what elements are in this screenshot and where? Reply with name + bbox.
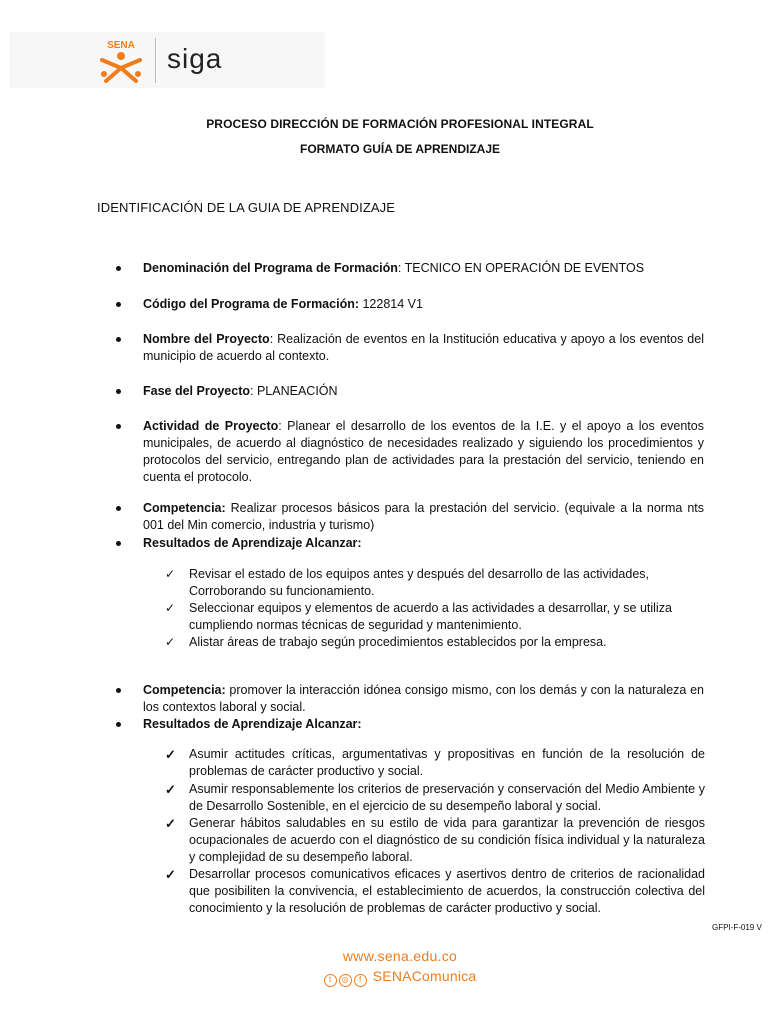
field-separator: : — [397, 261, 402, 275]
field-value: Planear el desarrollo de los eventos de la I.E. y el apoyo a los eventos municipales, de acuerdo al diagnóstico de necesidades realizado y siguiendo los procedimientos y protocolos del servicio, entregando plan de actividades para la prestación del servicio, teniendo en cuenta el protocolo. — [143, 419, 704, 484]
bullet-icon — [116, 389, 121, 394]
logo-divider — [155, 38, 156, 83]
siga-logo — [165, 44, 243, 78]
field-project-name — [116, 331, 704, 365]
field-competency-2 — [116, 682, 704, 716]
bullet-icon — [116, 337, 121, 342]
result-text: Asumir responsablemente los criterios de preservación y conservación del Medio Ambiente y de Desarrollo Sostenible, en el ejercicio de su desempeño laboral y social. — [189, 782, 705, 813]
result-item — [165, 566, 705, 600]
result-text: Alistar áreas de trabajo según procedimientos establecidos por la empresa. — [189, 635, 607, 649]
field-label: Competencia: — [143, 683, 226, 697]
check-icon: ✓ — [165, 782, 176, 797]
field-results-heading-1 — [116, 535, 704, 552]
field-label: Actividad de Proyecto — [143, 419, 279, 433]
instagram-icon: ◎ — [339, 974, 352, 987]
field-separator: : — [269, 332, 274, 346]
check-icon: ✓ — [165, 867, 176, 882]
result-item — [165, 781, 705, 815]
result-text: Seleccionar equipos y elementos de acuerdo a las actividades a desarrollar, y se utiliza cumpliendo normas técnicas de seguridad y mantenimiento. — [189, 601, 672, 632]
footer-social — [0, 968, 768, 987]
social-handle[interactable]: SENAComunica — [372, 968, 477, 984]
result-text: Asumir actitudes críticas, argumentativas y propositivas en función de la resolución de problemas de carácter productivo y social. — [189, 747, 705, 778]
twitter-icon: t — [324, 974, 337, 987]
format-title: FORMATO GUÍA DE APRENDIZAJE — [299, 142, 500, 156]
field-label: Fase del Proyecto — [143, 384, 250, 398]
bullet-icon — [116, 506, 121, 511]
field-value: PLANEACIÓN — [253, 384, 338, 398]
field-label: Nombre del Proyecto — [143, 332, 270, 346]
result-text: Desarrollar procesos comunicativos eficaces y asertivos dentro de criterios de racionalidad que posibiliten la convivencia, el establecimiento de acuerdos, la construcción colectiva del conocimiento y la resolución de problemas de carácter productivo y social. — [189, 867, 705, 915]
field-project-phase — [116, 383, 704, 400]
result-item — [165, 866, 705, 917]
document-code: GFPI-F-019 V — [712, 923, 762, 932]
result-item — [165, 746, 705, 780]
bullet-icon — [116, 424, 121, 429]
bullet-icon — [116, 688, 121, 693]
field-label: Denominación del Programa de Formación — [143, 261, 398, 275]
section-heading: IDENTIFICACIÓN DE LA GUIA DE APRENDIZAJE — [97, 200, 396, 215]
field-program-name — [116, 260, 704, 277]
check-icon: ✓ — [165, 747, 176, 762]
field-project-activity — [116, 418, 704, 486]
field-value: promover la interacción idónea consigo mismo, con los demás y con la naturaleza en los contextos laboral y social. — [143, 683, 704, 714]
result-item — [165, 634, 705, 651]
field-value: TECNICO EN OPERACIÓN DE EVENTOS — [401, 261, 645, 275]
bullet-icon — [116, 541, 121, 546]
footer-website-link[interactable]: www.sena.edu.co — [342, 948, 458, 964]
sena-logo — [96, 38, 146, 84]
field-value: Realización de eventos en la Institución educativa y apoyo a los eventos del municipio de acuerdo al contexto. — [143, 332, 704, 363]
facebook-icon: f — [354, 974, 367, 987]
bullet-icon — [116, 302, 121, 307]
result-text: Revisar el estado de los equipos antes y después del desarrollo de las actividades, Corroborando su funcionamiento. — [189, 567, 649, 598]
field-program-code — [116, 296, 704, 313]
field-label: Resultados de Aprendizaje Alcanzar: — [143, 717, 362, 731]
result-item — [165, 600, 705, 634]
field-separator: : — [278, 419, 282, 433]
field-value: 122814 V1 — [359, 297, 423, 311]
check-icon: ✓ — [165, 816, 176, 831]
svg-text:siga: siga — [167, 44, 223, 74]
check-icon: ✓ — [165, 567, 176, 581]
bullet-icon — [116, 722, 121, 727]
field-separator: : — [250, 384, 254, 398]
field-competency-1 — [116, 500, 704, 534]
field-label: Competencia: — [143, 501, 226, 515]
field-label: Resultados de Aprendizaje Alcanzar: — [143, 536, 362, 550]
svg-text:SENA: SENA — [107, 40, 135, 51]
check-icon: ✓ — [165, 601, 176, 615]
result-item — [165, 815, 705, 866]
process-title: PROCESO DIRECCIÓN DE FORMACIÓN PROFESIONAL INTEGRAL — [206, 117, 594, 131]
field-results-heading-2 — [116, 716, 704, 733]
check-icon: ✓ — [165, 635, 176, 649]
field-label: Código del Programa de Formación: — [143, 297, 359, 311]
bullet-icon — [116, 266, 121, 271]
field-value: Realizar procesos básicos para la prestación del servicio. (equivale a la norma nts 001 del Min comercio, industria y turismo) — [143, 501, 704, 532]
result-text: Generar hábitos saludables en su estilo de vida para garantizar la prevención de riesgos ocupacionales de acuerdo con el diagnóstico de su condición física individual y la naturaleza y complejidad de su desempeño laboral. — [189, 816, 705, 864]
